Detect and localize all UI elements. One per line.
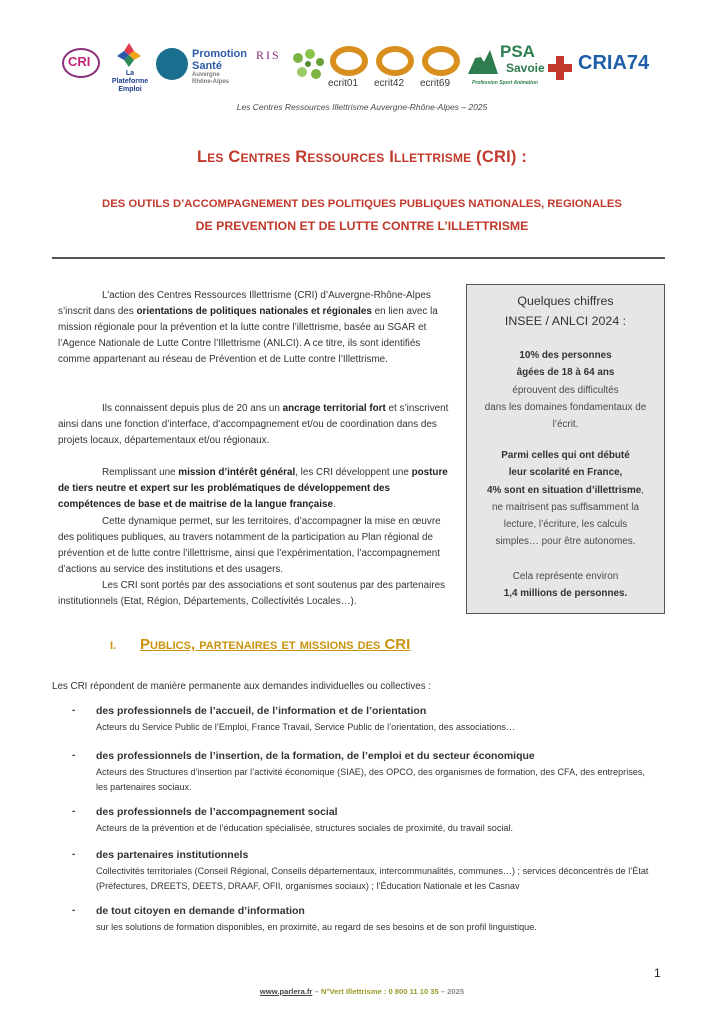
list-item-title: des professionnels de l’accueil, de l’information et de l’orientation: [96, 705, 427, 717]
intro-paragraph-3: Remplissant une mission d’intérêt général, les CRI développent une posture de tiers neutre et expert sur les problématiques de développement des compétences de base et de maitrise de la langue française.: [58, 467, 448, 511]
promotion-sante-line1: Promotion: [192, 48, 247, 60]
psa-tagline: Profession Sport Animation: [472, 80, 538, 86]
promotion-sante-logo: [156, 40, 252, 92]
ecrit69-text: ecrit69: [420, 78, 451, 89]
list-item-description: sur les solutions de formation disponibles, en proximité, au regard de ses besoins et de son profil linguistique.: [96, 922, 537, 932]
psa-savoie-text: Savoie: [506, 61, 545, 75]
key-figures-box: [466, 284, 665, 614]
subtitle: [60, 193, 664, 237]
list-item-description: Acteurs du Service Public de l’Emploi, France Travail, Service Public de l’orientation, des associations…: [96, 722, 516, 732]
ecrit42-logo: [374, 40, 414, 92]
key-figures-heading: Quelques chiffres INSEE / ANLCI 2024 :: [504, 294, 627, 328]
ecrit69-logo: [420, 40, 460, 92]
list-bullet: -: [72, 750, 76, 761]
cria74-text: CRIA74: [578, 52, 650, 74]
intro-paragraph-5: Les CRI sont portés par des associations et sont soutenus par des partenaires institutionnels (Etat, Région, Départements, Collectivités Locales…).: [58, 580, 446, 608]
page-number: 1: [654, 966, 661, 980]
list-bullet: -: [72, 849, 76, 860]
section-intro: Les CRI répondent de manière permanente aux demandes individuelles ou collectives :: [52, 681, 432, 692]
document-caption: Les Centres Ressources Illettrisme Auvergne-Rhône-Alpes – 2025: [236, 102, 488, 112]
list-item-title: des professionnels de l’insertion, de la formation, de l’emploi et du secteur économique: [96, 750, 535, 762]
list-bullet: -: [72, 905, 76, 916]
website-link[interactable]: www.parlera.fr: [259, 987, 313, 996]
list-item-description: Collectivités territoriales (Conseil Régional, Conseils départementaux, intercommunalités, communes…) ; services déconcentrés de l’État (Préfectures, DREETS, DEETS, DRAAF, OFII, organismes sociaux) ; l’Éducation Nationale et les Casnav: [96, 866, 649, 891]
cri-logo: [60, 40, 104, 92]
promotion-sante-line2: Santé: [192, 60, 222, 72]
list-item-title: de tout citoyen en demande d’information: [96, 905, 305, 917]
stat-10-percent: 10% des personnes âgées de 18 à 64 ans éprouvent des difficultés dans les domaines fondamentaux de l’écrit.: [484, 350, 647, 431]
list-item-description: Acteurs de la prévention et de l’éducation spécialisée, structures sociales de proximité, du travail social.: [96, 823, 514, 833]
dots-logo: [290, 40, 326, 92]
cria74-logo: [546, 40, 666, 92]
cri-logo-text: CRI: [68, 54, 91, 69]
footer: www.parlera.fr – N°Vert Illettrisme : 0 800 11 10 35 – 2025: [259, 987, 465, 996]
plateforme-emploi-text: La Plateforme Emploi: [111, 70, 149, 93]
stat-total: Cela représente environ 1,4 millions de personnes.: [503, 571, 628, 600]
main-title: Les Centres Ressources Illettrisme (CRI) :: [196, 148, 528, 166]
intro-paragraph-2: Ils connaissent depuis plus de 20 ans un ancrage territorial fort et s’inscrivent ainsi dans une fonction d’interface, d’accompagnement et/ou de coordination dans des projets locaux, départementaux et/ou régionaux.: [58, 403, 449, 447]
promotion-sante-line3: Auvergne: [192, 72, 220, 78]
ris-logo: [254, 40, 288, 92]
list-item-title: des professionnels de l’accompagnement social: [96, 806, 338, 818]
psa-text: PSA: [500, 42, 535, 61]
ecrit42-text: ecrit42: [374, 78, 405, 89]
list-item-title: des partenaires institutionnels: [96, 849, 249, 861]
intro-paragraph-1: L’action des Centres Ressources Illettrisme (CRI) d’Auvergne-Rhône-Alpes s’inscrit dans des orientations de politiques nationales et régionales en lien avec la mission régionale pour la prévention et la lutte contre l’illettrisme, basée au SGAR et l’Agence Nationale de Lutte Contre l’Illettrisme (ANLCI). A ce titre, ils sont identifiés comme appartenant au réseau de Prévention et de Lutte contre l’Illettrisme.: [58, 290, 438, 366]
promotion-sante-line4: Rhône-Alpes: [192, 79, 230, 85]
section-number: I.: [110, 640, 117, 652]
hotline-number: N°Vert Illettrisme : 0 800 11 10 35: [320, 987, 439, 996]
ecrit01-text: ecrit01: [328, 78, 359, 89]
plateforme-emploi-logo: [108, 40, 152, 92]
subtitle-line1: DES OUTILS D’ACCOMPAGNEMENT DES POLITIQUES PUBLIQUES NATIONALES, REGIONALES: [102, 198, 622, 210]
subtitle-line2: DE PREVENTION ET DE LUTTE CONTRE L’ILLETTRISME: [195, 219, 529, 233]
stat-4-percent: Parmi celles qui ont débuté leur scolarité en France, 4% sont en situation d’illettrisme, ne maitrisent pas suffisamment la lecture, l’écriture, les calculs simples… pour être autonomes.: [487, 450, 644, 548]
list-item-description: Acteurs des Structures d’insertion par l’activité économique (SIAE), des OPCO, des organismes de formation, des CFA, des entreprises, les partenaires sociaux.: [96, 767, 645, 792]
list-bullet: -: [72, 806, 76, 817]
header-divider: [52, 257, 665, 259]
list-bullet: -: [72, 705, 76, 716]
ecrit01-logo: [328, 40, 368, 92]
ris-logo-text: RIS: [256, 48, 281, 62]
footer-year: 2025: [447, 987, 465, 996]
section-title: Publics, partenaires et missions des CRI: [140, 636, 411, 653]
intro-paragraph-4: Cette dynamique permet, sur les territoires, d’accompagner la mise en œuvre des politiques publiques, au travers notamment de la participation au Plan régional de prévention et de lutte contre l’illettrisme, ainsi que l’expérimentation, l’accompagnement d’actions au service des institutions et des usagers.: [58, 516, 441, 576]
partner-logos: [60, 40, 664, 92]
psa-savoie-logo: [466, 40, 545, 92]
